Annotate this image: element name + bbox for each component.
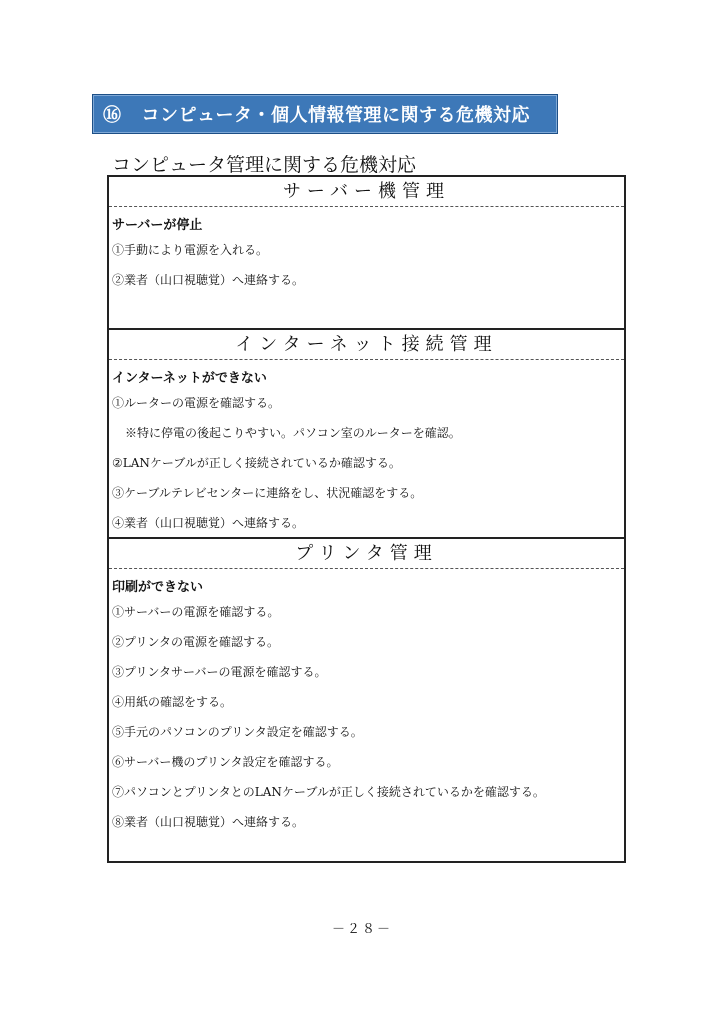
- step-item: ④用紙の確認をする。: [112, 695, 233, 709]
- step-item: ⑦パソコンとプリンタとのLANケーブルが正しく接続されているかを確認する。: [112, 785, 545, 799]
- step-item: ②業者（山口視聴覚）へ連絡する。: [112, 273, 305, 287]
- step-item: ②LANケーブルが正しく接続されているか確認する。: [112, 456, 401, 470]
- issue-heading: インターネットができない: [112, 371, 267, 386]
- step-item: ①サーバーの電源を確認する。: [112, 605, 280, 619]
- section-printer: [109, 537, 624, 863]
- section-internet: [109, 328, 624, 539]
- issue-heading: 印刷ができない: [112, 580, 204, 595]
- issue-heading: サーバーが停止: [112, 218, 203, 233]
- step-item: ⑤手元のパソコンのプリンタ設定を確認する。: [112, 725, 363, 739]
- section-server: [109, 177, 624, 328]
- step-item: ③プリンタサーバーの電源を確認する。: [112, 665, 327, 679]
- note-item: ※特に停電の後起こりやすい。パソコン室のルーターを確認。: [125, 426, 461, 440]
- step-item: ②プリンタの電源を確認する。: [112, 635, 280, 649]
- step-item: ③ケーブルテレビセンターに連絡をし、状況確認をする。: [112, 486, 423, 500]
- section-banner: [92, 94, 558, 134]
- section-number: ⑯: [103, 105, 122, 126]
- step-item: ④業者（山口視聴覚）へ連絡する。: [112, 516, 305, 530]
- step-item: ①ルーターの電源を確認する。: [112, 396, 281, 410]
- section-heading: インターネット接続管理: [109, 330, 624, 360]
- step-item: ①手動により電源を入れる。: [112, 243, 269, 257]
- step-item: ⑥サーバー機のプリンタ設定を確認する。: [112, 755, 339, 769]
- section-heading: サーバー機管理: [109, 177, 624, 207]
- procedure-table: [107, 175, 626, 863]
- section-title: コンピュータ・個人情報管理に関する危機対応: [141, 105, 530, 126]
- page-subtitle: コンピュータ管理に関する危機対応: [112, 154, 417, 176]
- section-heading: プリンタ管理: [109, 539, 624, 569]
- page-number: －２８－: [331, 922, 392, 937]
- step-item: ⑧業者（山口視聴覚）へ連絡する。: [112, 815, 305, 829]
